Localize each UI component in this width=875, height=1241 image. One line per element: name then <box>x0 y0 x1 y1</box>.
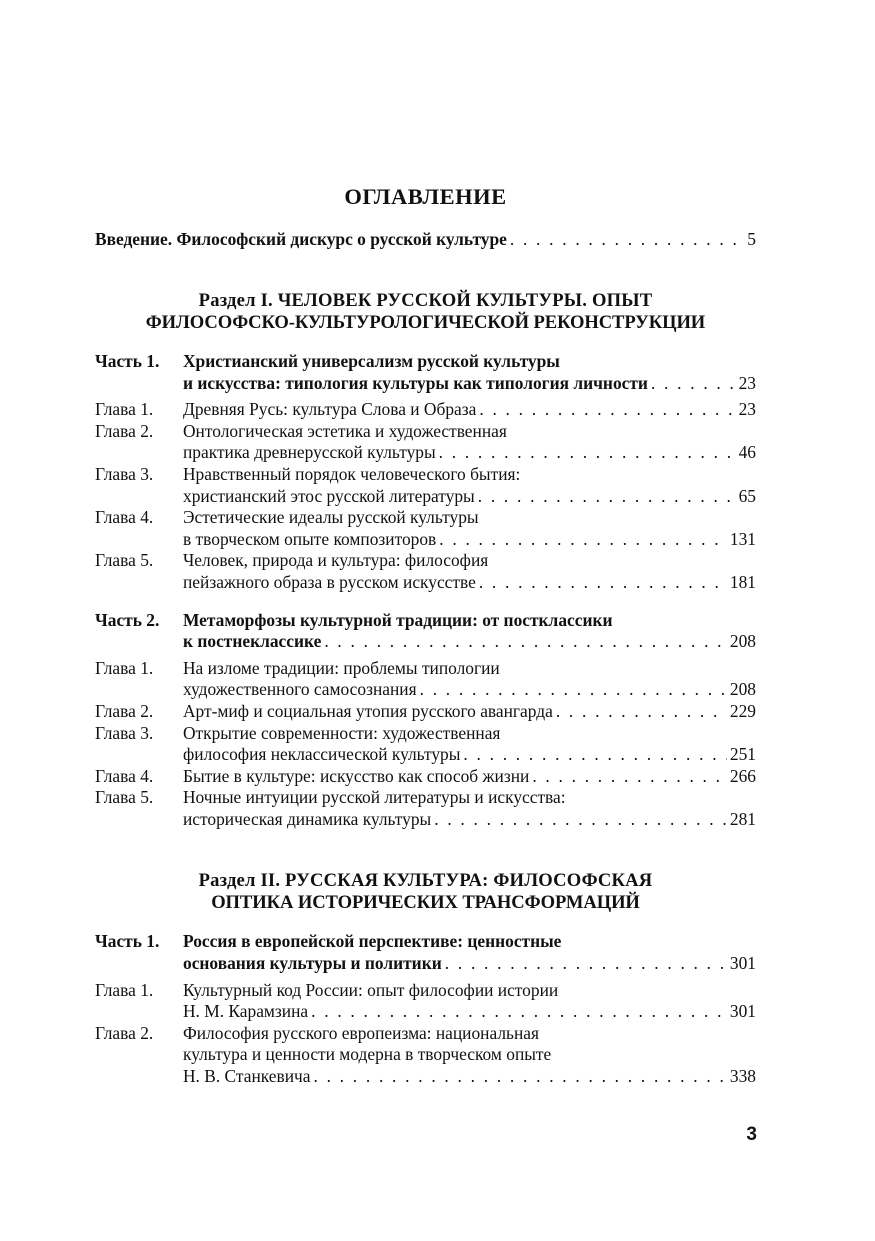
leader-dots <box>311 1001 727 1023</box>
leader-dots <box>510 228 744 250</box>
leader-dots <box>420 679 727 701</box>
leader-dots <box>439 442 736 464</box>
leader-dots <box>478 486 736 508</box>
toc-entry-lastline <box>183 373 756 395</box>
toc-entry-text: к постнеклассике <box>183 631 322 652</box>
toc-sections <box>95 290 756 1088</box>
toc-page-number: 23 <box>738 399 756 420</box>
toc-entry-body <box>183 464 756 507</box>
toc-page-number: 266 <box>729 765 756 786</box>
leader-dots <box>463 744 727 766</box>
toc-chapter-entry <box>95 1023 756 1088</box>
toc-entry-lastline <box>183 529 756 551</box>
toc-entry-label: Глава 5. <box>95 787 154 808</box>
toc-entry-lastline <box>183 486 756 508</box>
toc-chapter-entry <box>95 421 756 464</box>
toc-entry-lastline <box>183 399 756 421</box>
toc-chapter-entry <box>95 658 756 701</box>
page-title: ОГЛАВЛЕНИЕ <box>344 184 507 209</box>
toc-entry-lastline <box>183 631 756 653</box>
toc-entry-text: Культурный код России: опыт философии истории <box>183 979 559 1000</box>
page-number: 3 <box>746 1124 757 1145</box>
section-heading-line: Раздел I. ЧЕЛОВЕК РУССКОЙ КУЛЬТУРЫ. ОПЫТ <box>198 290 653 311</box>
toc-entry-text: Эстетические идеалы русской культуры <box>183 507 479 528</box>
toc-entry-text: историческая динамика культуры <box>183 808 432 829</box>
toc-entry-text: художественного самосознания <box>183 679 417 700</box>
toc-entry-body <box>183 351 756 394</box>
toc-entry-body <box>183 723 756 766</box>
leader-dots <box>313 1066 726 1088</box>
toc-entry-label: Часть 1. <box>95 351 160 371</box>
toc-page-number: 5 <box>747 229 756 249</box>
toc-entry-label: Часть 2. <box>95 609 160 630</box>
toc-entry-text: культура и ценности модерна в творческом опыте <box>183 1044 552 1065</box>
toc-page-number: 281 <box>729 808 756 829</box>
toc-page-number: 23 <box>738 372 756 393</box>
toc-chapter-entry <box>95 701 756 723</box>
section-heading-line: Раздел II. РУССКАЯ КУЛЬТУРА: ФИЛОСОФСКАЯ <box>198 870 653 892</box>
toc-entry-lastline <box>183 442 756 464</box>
leader-dots <box>479 572 727 594</box>
toc-entry-text: христианский этос русской литературы <box>183 485 475 506</box>
leader-dots <box>434 809 727 831</box>
toc-entry-body <box>183 550 756 593</box>
toc-entry-text: Онтологическая эстетика и художественная <box>183 420 507 441</box>
toc-entry-body <box>183 507 756 550</box>
toc-entry-label: Глава 2. <box>95 700 154 721</box>
toc-page-number: 131 <box>729 528 756 549</box>
toc-entry-text: основания культуры и политики <box>183 953 442 974</box>
toc-entry-lastline <box>183 1066 756 1088</box>
toc-chapter-entry <box>95 787 756 830</box>
leader-dots <box>532 766 727 788</box>
toc-page-number: 229 <box>729 700 756 721</box>
toc-entry-body <box>183 701 756 723</box>
toc-entry-body <box>183 421 756 464</box>
toc-entry-body <box>183 658 756 701</box>
toc-entry-text: Н. М. Карамзина <box>183 1001 309 1022</box>
toc-entry-label: Глава 1. <box>95 657 154 678</box>
leader-dots <box>445 953 727 975</box>
toc-entry-text: Открытие современности: художественная <box>183 722 501 743</box>
toc-entry-text: Христианский универсализм русской культуры <box>183 351 560 371</box>
leader-dots <box>479 399 735 421</box>
toc-entry-body <box>183 766 756 788</box>
toc-entry-lastline <box>183 744 756 766</box>
toc-entry-text: практика древнерусской культуры <box>183 442 436 463</box>
toc-page-number: 301 <box>729 1001 756 1022</box>
toc-entry-text: Н. В. Станкевича <box>183 1066 311 1087</box>
toc-chapter-entry <box>95 980 756 1023</box>
toc-entry-lastline <box>183 1001 756 1023</box>
toc-entry-body <box>183 787 756 830</box>
toc-page-number: 338 <box>729 1066 756 1087</box>
toc-entry-body <box>183 1023 756 1088</box>
toc-entry-text: Арт-миф и социальная утопия русского авангарда <box>183 700 553 721</box>
table-of-contents <box>95 180 756 1088</box>
section-heading <box>95 290 756 334</box>
toc-entry-label: Часть 1. <box>95 931 160 952</box>
toc-page-number: 46 <box>738 442 756 463</box>
toc-entry-label: Глава 2. <box>95 420 154 441</box>
toc-entry-body <box>183 399 756 421</box>
leader-dots <box>556 701 727 723</box>
section-heading <box>95 870 756 914</box>
toc-entry-text: Нравственный порядок человеческого бытия: <box>183 463 521 484</box>
toc-entry-text: философия неклассической культуры <box>183 744 461 765</box>
toc-chapter-entry <box>95 399 756 421</box>
toc-chapter-entry <box>95 723 756 766</box>
section-heading-line: ФИЛОСОФСКО-КУЛЬТУРОЛОГИЧЕСКОЙ РЕКОНСТРУКЦИИ <box>145 312 706 333</box>
toc-page-number: 301 <box>729 953 756 974</box>
toc-entry-text: Россия в европейской перспективе: ценностные <box>183 931 562 952</box>
toc-entry-body <box>183 931 756 974</box>
toc-part-entry <box>95 351 756 394</box>
toc-entry-text: и искусства: типология культуры как типология личности <box>183 372 648 393</box>
toc-entry-text: пейзажного образа в русском искусстве <box>183 571 476 592</box>
toc-entry-text: в творческом опыте композиторов <box>183 528 437 549</box>
toc-chapter-entry <box>95 464 756 507</box>
toc-part-entry <box>95 610 756 653</box>
toc-chapter-entry <box>95 550 756 593</box>
toc-chapter-entry <box>95 507 756 550</box>
toc-entry-lastline <box>183 679 756 701</box>
toc-entry-text: Ночные интуиции русской литературы и искусства: <box>183 787 566 808</box>
toc-entry-lastline <box>183 572 756 594</box>
toc-entry-text: Человек, природа и культура: философия <box>183 550 489 571</box>
toc-page-number: 65 <box>738 485 756 506</box>
toc-entry-text: Философия русского европеизма: национальная <box>183 1022 539 1043</box>
toc-entry-label: Глава 1. <box>95 979 154 1000</box>
toc-entry-text: На изломе традиции: проблемы типологии <box>183 657 500 678</box>
toc-page-number: 208 <box>729 679 756 700</box>
toc-entry-label: Глава 2. <box>95 1022 154 1043</box>
toc-entry-text: Древняя Русь: культура Слова и Образа <box>183 399 477 420</box>
section-heading-line: ОПТИКА ИСТОРИЧЕСКИХ ТРАНСФОРМАЦИЙ <box>211 892 640 914</box>
toc-entry-lastline <box>183 953 756 975</box>
toc-part-entry <box>95 931 756 974</box>
leader-dots <box>651 373 736 395</box>
toc-entry-lastline <box>183 809 756 831</box>
toc-entry-label: Глава 3. <box>95 463 154 484</box>
toc-page-number: 181 <box>729 571 756 592</box>
toc-entry-lastline <box>183 701 756 723</box>
toc-entry-text: Бытие в культуре: искусство как способ жизни <box>183 765 530 786</box>
toc-entry-label: Глава 4. <box>95 507 154 528</box>
leader-dots <box>324 631 727 653</box>
toc-entry-label: Глава 4. <box>95 765 154 786</box>
toc-entry-label: Глава 5. <box>95 550 154 571</box>
toc-entry-lastline <box>183 766 756 788</box>
toc-entry-body <box>183 610 756 653</box>
toc-chapter-entry <box>95 766 756 788</box>
toc-intro-entry <box>95 228 756 250</box>
toc-entry-label: Глава 3. <box>95 722 154 743</box>
toc-entry-body <box>183 980 756 1023</box>
leader-dots <box>439 529 727 551</box>
toc-page-number: 251 <box>729 744 756 765</box>
toc-entry-text: Метаморфозы культурной традиции: от постклассики <box>183 609 613 630</box>
toc-entry-text: Введение. Философский дискурс о русской культуре <box>95 229 507 249</box>
toc-entry-label: Глава 1. <box>95 399 154 420</box>
toc-page-number: 208 <box>729 631 756 652</box>
